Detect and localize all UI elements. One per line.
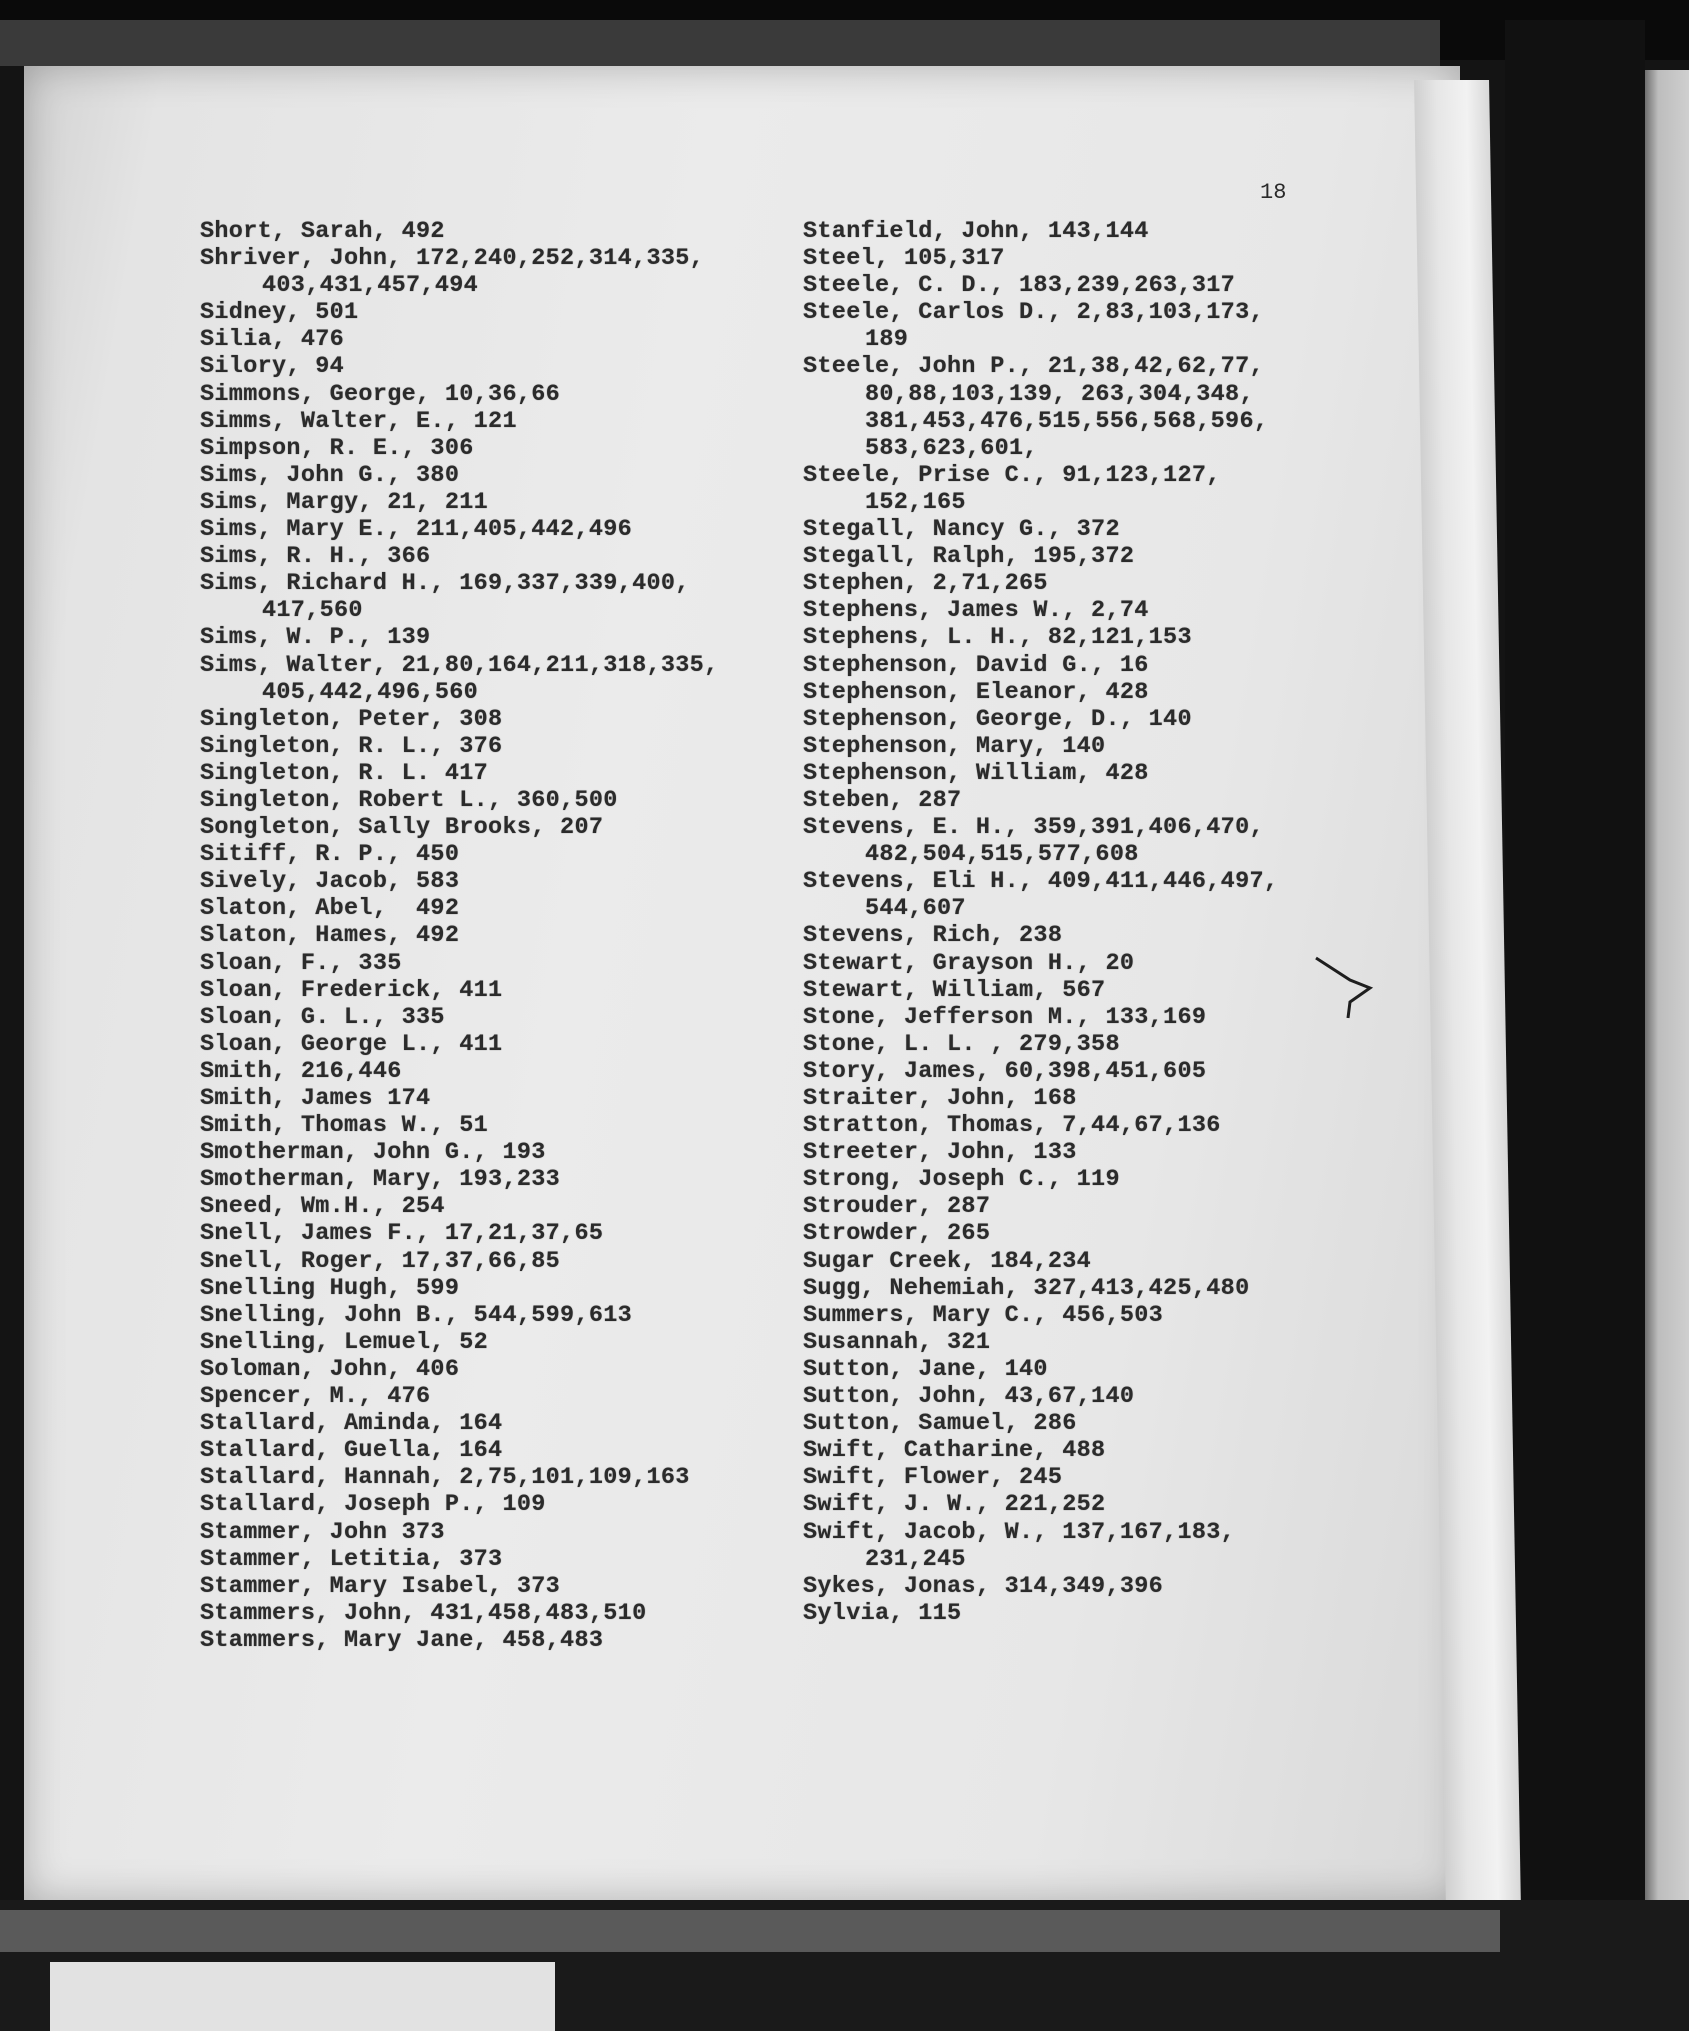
entry-continuation: 152,165 [865,488,966,516]
index-entry [200,1437,800,1464]
index-entry [200,1166,800,1193]
index-entry [803,1166,1423,1193]
index-entry [200,706,800,733]
entry-text: Sidney, 501 [200,299,359,327]
index-entry [803,733,1423,760]
index-entry [803,570,1423,597]
entry-text: Strouder, 287 [803,1193,991,1221]
index-entry [200,1573,800,1600]
index-entry [803,679,1423,706]
index-entry [200,218,800,245]
page-number: 18 [1260,180,1287,205]
entry-text: Singleton, R. L., 376 [200,732,503,760]
entry-text: Songleton, Sally Brooks, 207 [200,814,604,842]
index-entry [803,1356,1423,1383]
entry-text: Silia, 476 [200,326,345,354]
entry-text: Stephenson, George, D., 140 [803,705,1192,733]
entry-text: Shriver, John, 172,240,252,314,335, [200,245,705,273]
paper-tab [50,1962,555,2031]
entry-text: Summers, Mary C., 456,503 [803,1301,1164,1329]
index-entry [200,787,800,814]
index-entry [803,1139,1423,1166]
entry-text: Stephens, L. H., 82,121,153 [803,624,1192,652]
entry-text: Stevens, Eli H., 409,411,446,497, [803,868,1279,896]
entry-text: Snelling, John B., 544,599,613 [200,1301,633,1329]
index-entry [200,1627,800,1654]
entry-text: Singleton, R. L. 417 [200,759,489,787]
entry-text: Simpson, R. E., 306 [200,434,474,462]
index-entry [200,1193,800,1220]
entry-text: Stone, Jefferson M., 133,169 [803,1003,1207,1031]
index-entry [200,1112,800,1139]
entry-text: Steele, John P., 21,38,42,62,77, [803,353,1264,381]
entry-text: Stephen, 2,71,265 [803,570,1048,598]
index-entry [803,706,1423,733]
entry-text: Stewart, Grayson H., 20 [803,949,1135,977]
scanner-top-shadow [0,20,1440,66]
index-entry [200,462,800,489]
entry-text: Simmons, George, 10,36,66 [200,380,561,408]
entry-text: Stratton, Thomas, 7,44,67,136 [803,1112,1221,1140]
index-entry [200,1058,800,1085]
entry-text: Stallard, Joseph P., 109 [200,1491,546,1519]
index-entry [803,1275,1423,1302]
index-entry [803,353,1423,461]
entry-text: Swift, J. W., 221,252 [803,1491,1106,1519]
entry-text: Snelling, Lemuel, 52 [200,1328,489,1356]
index-entry [803,1519,1423,1573]
index-entry [803,1573,1423,1600]
entry-text: Steben, 287 [803,786,962,814]
entry-text: Stegall, Nancy G., 372 [803,516,1120,544]
index-entry [200,1139,800,1166]
index-entry [803,1410,1423,1437]
entry-text: Susannah, 321 [803,1328,991,1356]
entry-text: Story, James, 60,398,451,605 [803,1057,1207,1085]
entry-text: Snell, Roger, 17,37,66,85 [200,1247,561,1275]
entry-continuation: 80,88,103,139, 263,304,348, [865,380,1254,408]
index-entry [200,435,800,462]
entry-text: Stammer, Letitia, 373 [200,1545,503,1573]
index-entry [200,733,800,760]
entry-text: Sugar Creek, 184,234 [803,1247,1092,1275]
entry-text: Slaton, Hames, 492 [200,922,460,950]
entry-text: Smotherman, Mary, 193,233 [200,1166,561,1194]
index-entry [200,1356,800,1383]
index-entry [803,1058,1423,1085]
index-entry [200,1248,800,1275]
entry-text: Smith, James 174 [200,1085,431,1112]
entry-text: Sims, Richard H., 169,337,339,400, [200,570,690,598]
entry-text: Smith, 216,446 [200,1057,402,1085]
index-entry [803,1193,1423,1220]
entry-text: Stephenson, Mary, 140 [803,732,1106,760]
index-entry [200,516,800,543]
entry-text: Smotherman, John G., 193 [200,1139,546,1167]
entry-text: Sutton, Jane, 140 [803,1355,1048,1383]
entry-text: Sloan, G. L., 335 [200,1003,445,1031]
entry-text: Sylvia, 115 [803,1599,962,1627]
entry-text: Strong, Joseph C., 119 [803,1166,1120,1194]
index-entry [200,841,800,868]
entry-text: Stallard, Guella, 164 [200,1437,503,1465]
index-entry [200,868,800,895]
index-entry [200,245,800,299]
entry-text: Sutton, Samuel, 286 [803,1410,1077,1438]
entry-text: Sims, Mary E., 211,405,442,496 [200,516,633,544]
index-entry [200,381,800,408]
entry-text: Steele, Prise C., 91,123,127, [803,461,1221,489]
index-entry [803,814,1423,868]
entry-text: Stegall, Ralph, 195,372 [803,543,1135,571]
entry-text: Stammer, Mary Isabel, 373 [200,1572,561,1600]
index-entry [200,1383,800,1410]
entry-continuation: 583,623,601, [865,434,1038,462]
entry-text: Stephenson, Eleanor, 428 [803,678,1149,706]
index-column-right [803,218,1423,1627]
index-entry [803,1383,1423,1410]
entry-text: Soloman, John, 406 [200,1355,460,1383]
entry-text: Swift, Flower, 245 [803,1464,1063,1492]
index-entry [803,1491,1423,1518]
entry-text: Stephens, James W., 2,74 [803,597,1149,625]
adjacent-page-edge [1645,70,1689,1940]
index-entry [200,353,800,380]
entry-text: Snell, James F., 17,21,37,65 [200,1220,604,1248]
entry-continuation: 381,453,476,515,556,568,596, [865,407,1269,435]
entry-text: Stammer, John 373 [200,1518,445,1546]
index-entry [803,218,1423,245]
index-entry [803,1248,1423,1275]
entry-text: Stammers, John, 431,458,483,510 [200,1599,647,1627]
index-entry [803,1329,1423,1356]
entry-text: Spencer, M., 476 [200,1383,431,1411]
index-entry [200,1546,800,1573]
entry-continuation: 403,431,457,494 [262,272,479,300]
index-entry [200,760,800,787]
index-entry [803,597,1423,624]
entry-text: Swift, Jacob, W., 137,167,183, [803,1518,1236,1546]
index-entry [200,1302,800,1329]
index-entry [803,1437,1423,1464]
entry-text: Short, Sarah, 492 [200,218,445,245]
entry-text: Sims, Walter, 21,80,164,211,318,335, [200,651,719,679]
scanner-bottom-strip [0,1910,1500,1952]
entry-text: Sutton, John, 43,67,140 [803,1383,1135,1411]
index-entry [200,570,800,624]
index-entry [803,787,1423,814]
index-entry [200,922,800,949]
entry-text: Smith, Thomas W., 51 [200,1112,489,1140]
entry-text: Sims, R. H., 366 [200,543,431,571]
index-entry [200,326,800,353]
entry-text: Streeter, John, 133 [803,1139,1077,1167]
entry-text: Sitiff, R. P., 450 [200,841,460,869]
entry-text: Stephenson, David G., 16 [803,651,1149,679]
pen-mark-icon [1310,950,1380,1030]
index-entry [200,1329,800,1356]
index-entry [803,652,1423,679]
index-entry [803,1220,1423,1247]
index-entry [200,1600,800,1627]
entry-text: Stewart, William, 567 [803,976,1106,1004]
entry-text: Sneed, Wm.H., 254 [200,1193,445,1221]
index-column-left [200,218,800,1654]
index-entry [803,299,1423,353]
index-entry [803,543,1423,570]
entry-text: Steele, Carlos D., 2,83,103,173, [803,299,1264,327]
index-entry [803,1600,1423,1627]
entry-text: Stone, L. L. , 279,358 [803,1030,1120,1058]
entry-text: Sugg, Nehemiah, 327,413,425,480 [803,1274,1250,1302]
entry-text: Sims, John G., 380 [200,461,460,489]
entry-text: Singleton, Robert L., 360,500 [200,786,618,814]
entry-text: Sims, W. P., 139 [200,624,431,652]
index-entry [803,245,1423,272]
entry-continuation: 405,442,496,560 [262,678,479,706]
index-entry [803,922,1423,949]
entry-text: Snelling Hugh, 599 [200,1274,460,1302]
index-entry [803,760,1423,787]
index-entry [200,1004,800,1031]
entry-text: Swift, Catharine, 488 [803,1437,1106,1465]
index-entry [803,516,1423,543]
entry-text: Slaton, Abel, 492 [200,895,460,923]
entry-text: Stallard, Aminda, 164 [200,1410,503,1438]
entry-text: Sloan, George L., 411 [200,1030,503,1058]
entry-text: Stanfield, John, 143,144 [803,218,1149,245]
entry-text: Simms, Walter, E., 121 [200,407,517,435]
index-entry [200,652,800,706]
entry-text: Stallard, Hannah, 2,75,101,109,163 [200,1464,690,1492]
index-entry [200,1464,800,1491]
index-entry [803,1302,1423,1329]
entry-text: Stevens, E. H., 359,391,406,470, [803,814,1264,842]
entry-text: Sykes, Jonas, 314,349,396 [803,1572,1164,1600]
index-entry [200,814,800,841]
entry-text: Stephenson, William, 428 [803,759,1149,787]
entry-continuation: 544,607 [865,895,966,923]
entry-text: Stevens, Rich, 238 [803,922,1063,950]
index-entry [200,1220,800,1247]
entry-text: Sims, Margy, 21, 211 [200,488,489,516]
entry-text: Strowder, 265 [803,1220,991,1248]
entry-text: Silory, 94 [200,353,345,381]
entry-text: Singleton, Peter, 308 [200,705,503,733]
index-entry [200,408,800,435]
entry-continuation: 189 [865,326,909,354]
entry-text: Steele, C. D., 183,239,263,317 [803,272,1236,300]
index-entry [200,1491,800,1518]
index-entry [200,299,800,326]
entry-text: Sloan, Frederick, 411 [200,976,503,1004]
index-entry [200,1519,800,1546]
index-entry [200,1410,800,1437]
index-entry [200,1031,800,1058]
entry-continuation: 482,504,515,577,608 [865,841,1139,869]
index-entry [803,624,1423,651]
index-entry [803,272,1423,299]
index-entry [200,950,800,977]
entry-text: Sloan, F., 335 [200,949,402,977]
index-entry [200,895,800,922]
entry-text: Sively, Jacob, 583 [200,868,460,896]
scanner-right-border [1505,20,1645,1950]
index-entry [200,489,800,516]
entry-text: Steel, 105,317 [803,245,1005,273]
entry-text: Straiter, John, 168 [803,1085,1077,1112]
index-entry [803,1112,1423,1139]
entry-continuation: 417,560 [262,597,363,625]
index-entry [803,462,1423,516]
index-entry [803,1085,1423,1112]
index-entry [200,624,800,651]
index-entry [803,1031,1423,1058]
index-entry [803,1464,1423,1491]
index-entry [200,1085,800,1112]
entry-text: Stammers, Mary Jane, 458,483 [200,1626,604,1654]
index-entry [200,1275,800,1302]
index-entry [803,868,1423,922]
entry-continuation: 231,245 [865,1545,966,1573]
index-entry [200,543,800,570]
index-entry [200,977,800,1004]
